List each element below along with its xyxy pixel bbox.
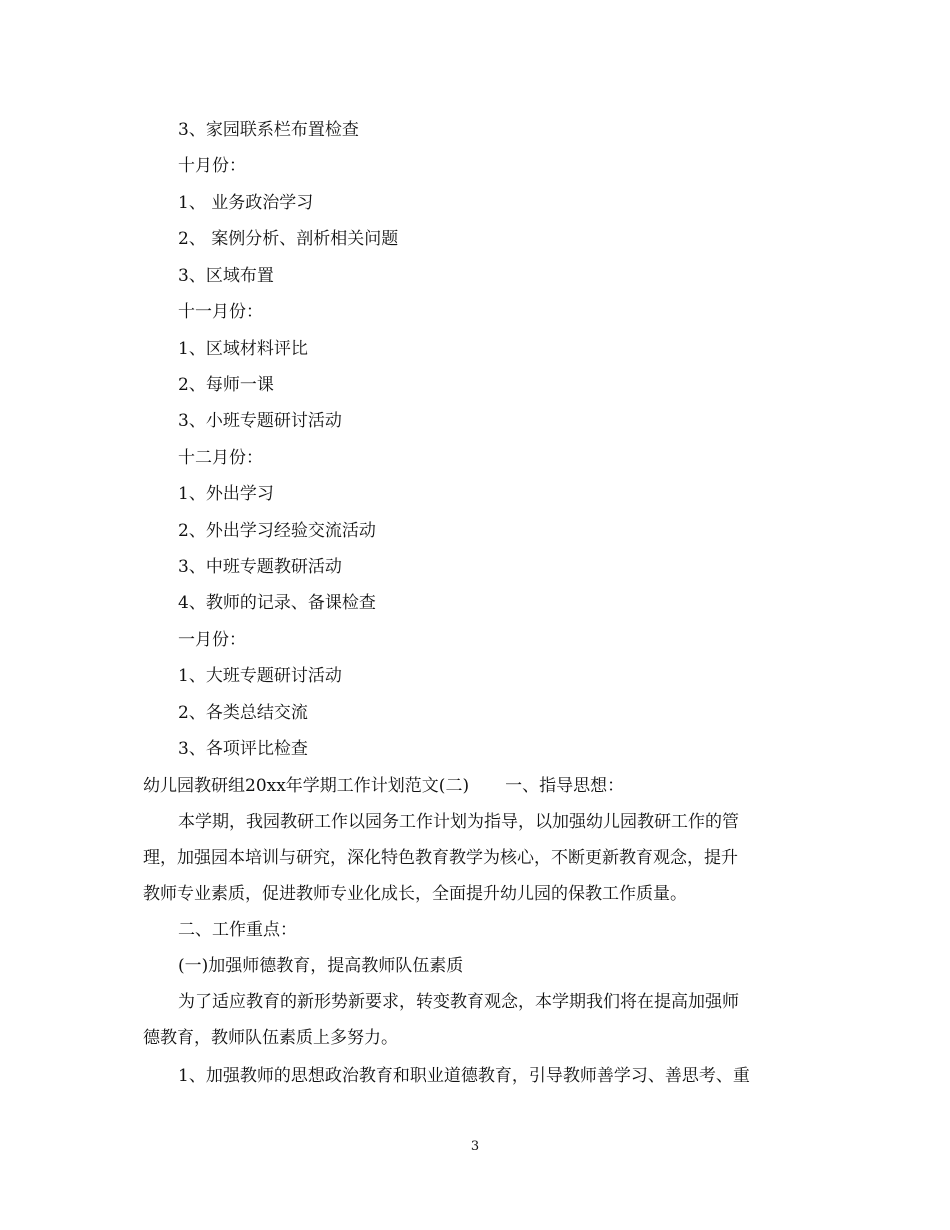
paragraph-line: 教师专业素质，促进教师专业化成长，全面提升幼儿园的保教工作质量。 [143, 884, 687, 904]
paragraph-line: 1、加强教师的思想政治教育和职业道德教育，引导教师善学习、善思考、重 [178, 1066, 750, 1086]
schedule-line: 3、家园联系栏布置检查 [178, 120, 359, 140]
title-row [143, 774, 624, 798]
schedule-line: 3、各项评比检查 [178, 739, 308, 759]
schedule-line: 1、 业务政治学习 [178, 193, 314, 213]
schedule-line: 1、区域材料评比 [178, 339, 308, 359]
schedule-line: 1、大班专题研讨活动 [178, 666, 342, 686]
month-heading: 一月份： [178, 630, 246, 650]
schedule-line: 2、各类总结交流 [178, 703, 308, 723]
schedule-line: 3、小班专题研讨活动 [178, 411, 342, 431]
section-heading: 二、工作重点： [178, 920, 297, 940]
subheading: (一)加强师德教育，提高教师队伍素质 [178, 956, 464, 976]
schedule-line: 3、区域布置 [178, 266, 274, 286]
schedule-line: 2、外出学习经验交流活动 [178, 521, 376, 541]
month-heading: 十月份： [178, 156, 246, 176]
document-title: 幼儿园教研组20xx年学期工作计划范文(二) [143, 776, 470, 796]
schedule-line: 4、教师的记录、备课检查 [178, 593, 376, 613]
page-number: 3 [470, 1139, 480, 1154]
schedule-line: 2、每师一课 [178, 375, 274, 395]
month-heading: 十一月份： [178, 302, 263, 322]
section-heading: 一、指导思想： [505, 776, 625, 796]
paragraph-line: 德教育，教师队伍素质上多努力。 [143, 1028, 398, 1048]
schedule-line: 2、 案例分析、剖析相关问题 [178, 229, 399, 249]
paragraph-line: 为了适应教育的新形势新要求，转变教育观念，本学期我们将在提高加强师 [178, 992, 739, 1012]
schedule-line: 1、外出学习 [178, 484, 274, 504]
paragraph-line: 本学期，我园教研工作以园务工作计划为指导，以加强幼儿园教研工作的管 [178, 812, 739, 832]
month-heading: 十二月份： [178, 448, 263, 468]
schedule-line: 3、中班专题教研活动 [178, 557, 342, 577]
paragraph-line: 理，加强园本培训与研究，深化特色教育教学为核心，不断更新教育观念，提升 [143, 848, 738, 868]
